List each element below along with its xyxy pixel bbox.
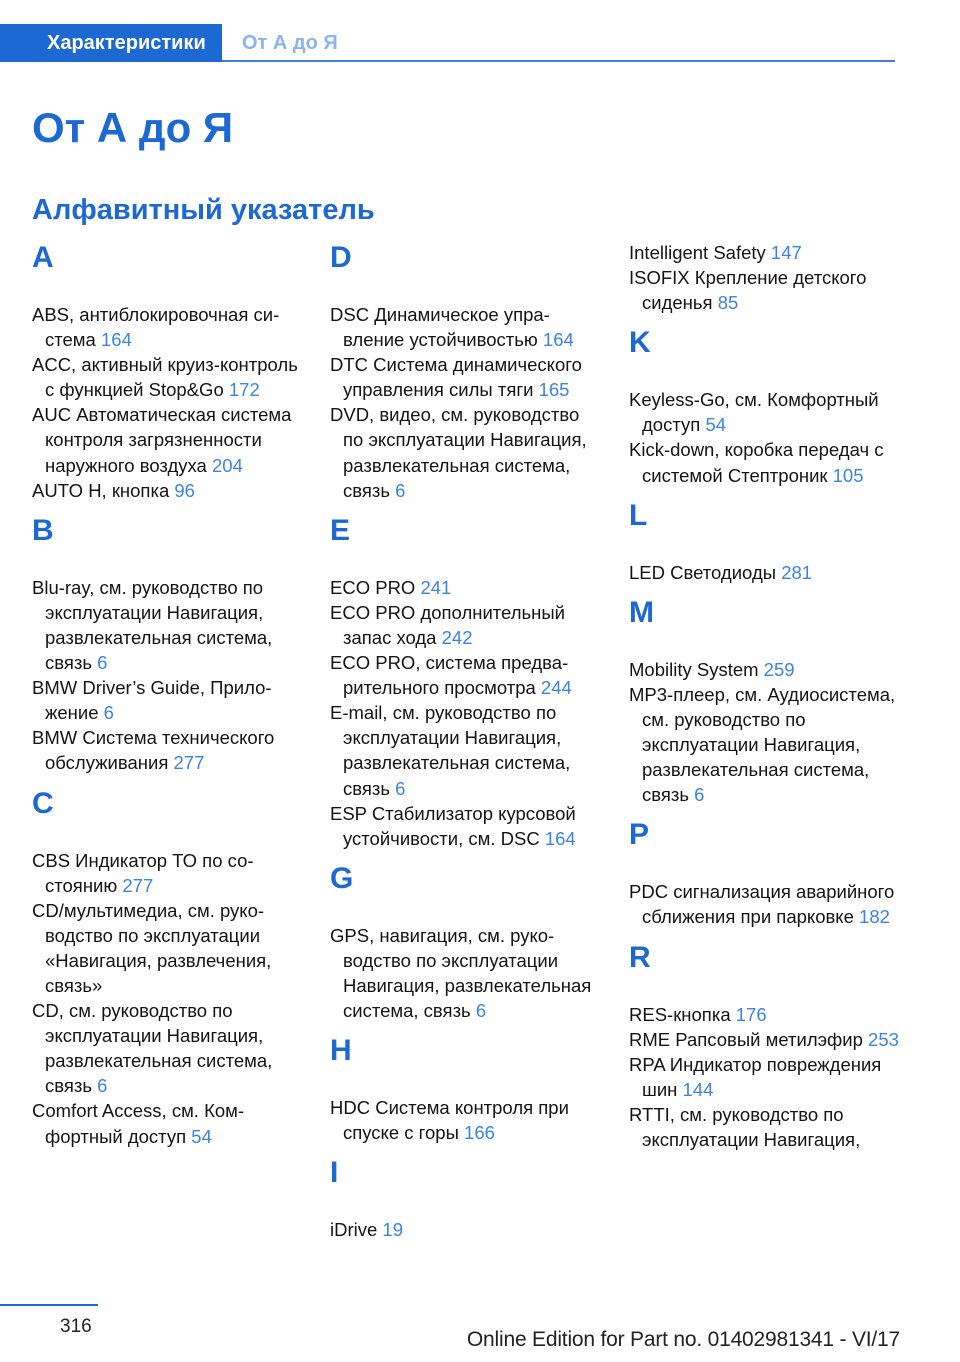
page-link[interactable]: 166 — [464, 1122, 495, 1144]
page-link[interactable]: 253 — [868, 1028, 899, 1050]
entry-text: ACC, активный круиз-контроль с функцией Stop&Go — [32, 354, 298, 401]
page-link[interactable]: 172 — [228, 379, 260, 401]
entry-text: DTC Система динамического управления силы тяги — [330, 354, 582, 401]
page-link[interactable]: 54 — [705, 414, 727, 436]
page-link[interactable]: 6 — [97, 652, 108, 674]
index-column-1 — [32, 230, 304, 1149]
entry-text: Intelligent Safety — [629, 242, 766, 263]
page-link[interactable]: 182 — [859, 906, 890, 928]
entry-text: CD, см. руководство по эксплуатации Навигация, развлекательная система, связь — [32, 1000, 273, 1097]
page-link[interactable]: 6 — [694, 784, 705, 806]
entry-text: Kick-down, коробка передач с системой Стептроник — [629, 439, 884, 486]
page-link[interactable]: 19 — [382, 1219, 403, 1241]
index-entry — [629, 265, 904, 315]
header-divider — [222, 60, 895, 62]
index-entry — [32, 352, 304, 402]
footer-divider — [0, 1304, 98, 1306]
entry-text: ECO PRO дополнительный запас хода — [330, 601, 566, 648]
index-entry — [629, 387, 904, 437]
entry-text: ISOFIX Крепление детского сиденья — [629, 267, 867, 314]
index-entry — [32, 478, 304, 503]
index-letter: R — [629, 940, 651, 974]
page-title: От А до Я — [32, 104, 234, 151]
index-entry — [330, 1095, 602, 1145]
index-letter: L — [629, 498, 648, 532]
index-entry — [330, 402, 602, 502]
index-letter: G — [330, 861, 354, 895]
entry-text: Mobility System — [629, 658, 759, 680]
index-letter: H — [330, 1034, 352, 1068]
page-link[interactable]: 6 — [475, 1000, 487, 1022]
page-link[interactable]: 176 — [735, 1003, 767, 1025]
index-entry — [629, 1102, 904, 1152]
page-link[interactable]: 6 — [395, 777, 406, 799]
entry-text: ECO PRO, система предварительного просмотра — [330, 652, 569, 699]
page-link[interactable]: 164 — [542, 329, 574, 351]
page-link[interactable]: 241 — [420, 576, 452, 598]
entry-text: HDC Система контроля при спуске с горы — [330, 1097, 569, 1144]
index-entry — [32, 898, 304, 998]
edition-note: Online Edition for Part no. 01402981341 - VI/17 — [466, 1328, 900, 1351]
page-link[interactable]: 281 — [781, 561, 813, 583]
index-entry — [32, 575, 304, 675]
index-entry — [330, 923, 602, 1023]
page-link[interactable]: 85 — [717, 292, 739, 314]
index-entry — [629, 437, 904, 487]
index-entry — [629, 240, 904, 265]
index-entry — [330, 302, 602, 352]
index-letter: C — [32, 786, 54, 820]
entry-text: PDC сигнализация аварийного сближения при парковке — [629, 881, 895, 928]
index-entry — [330, 600, 602, 650]
index-letter: B — [32, 513, 54, 547]
index-entry — [330, 650, 602, 700]
entry-text: Blu-ray, см. руководство по эксплуатации Навигация, развлекательная система, связь — [32, 576, 273, 674]
index-entry — [330, 801, 602, 851]
page-link[interactable]: 6 — [103, 702, 114, 724]
tab-characteristics[interactable]: Характеристики — [0, 24, 222, 62]
index-letter: D — [330, 241, 352, 274]
entry-text: CBS Индикатор ТО по состоянию — [32, 849, 254, 896]
index-entry — [32, 402, 304, 477]
index-entry — [32, 998, 304, 1098]
index-column-3 — [629, 230, 904, 1152]
entry-text: RTTI, см. руководство по эксплуатации Навигация, — [629, 1103, 861, 1150]
entry-text: DVD, видео, см. руководство по эксплуатации Навигация, развлекательная система, связь — [330, 404, 587, 501]
index-entry — [32, 848, 304, 898]
page-link[interactable]: 147 — [770, 242, 802, 263]
page-link[interactable]: 144 — [682, 1078, 714, 1100]
index-entry — [629, 682, 904, 807]
index-entry — [629, 1052, 904, 1102]
entry-text: Comfort Access, см. Комфортный доступ — [32, 1100, 245, 1147]
page-link[interactable]: 165 — [538, 379, 570, 401]
index-entry — [629, 657, 904, 682]
page-link[interactable]: 164 — [544, 827, 576, 849]
entry-text: E-mail, см. руководство по эксплуатации Навигация, развлекательная система, связь — [330, 702, 571, 799]
index-letter: K — [629, 326, 651, 360]
page-link[interactable]: 6 — [97, 1075, 108, 1097]
page-link[interactable]: 96 — [174, 479, 195, 501]
entry-text: ECO PRO — [330, 576, 416, 598]
entry-text: BMW Система технического обслуживания — [32, 727, 275, 774]
index-entry — [330, 352, 602, 402]
page-link[interactable]: 277 — [173, 752, 205, 774]
entry-text: RES-кнопка — [629, 1003, 731, 1025]
index-entry — [330, 1217, 602, 1242]
index-entry — [629, 879, 904, 929]
entry-text: GPS, навигация, см. руководство по эксплуатации Навигация, развлекательная система, связь — [330, 924, 592, 1022]
page-link[interactable]: 259 — [763, 658, 795, 680]
entry-text: RME Рапсовый метилэфир — [629, 1028, 863, 1050]
entry-text: AUTO H, кнопка — [32, 479, 170, 501]
page-link[interactable]: 204 — [212, 454, 243, 476]
index-entry — [330, 700, 602, 800]
entry-text: CD/мультимедиа, см. руководство по эксплуатации «Навигация, развлечения, связь» — [32, 899, 272, 996]
page-link[interactable]: 164 — [100, 329, 132, 351]
index-letter: P — [629, 818, 650, 852]
entry-text: DSC Динамическое управление устойчивостью — [330, 304, 550, 351]
index-column-2 — [330, 230, 602, 1242]
top-navigation-bar — [0, 24, 895, 62]
index-letter: M — [629, 595, 654, 629]
index-entry — [629, 1027, 904, 1052]
entry-text: MP3-плеер, см. Аудиосистема, см. руководство по эксплуатации Навигация, развлекательная система, связь — [629, 683, 896, 806]
index-letter: E — [330, 513, 351, 547]
index-entry — [32, 302, 304, 352]
page-link[interactable]: 244 — [540, 677, 572, 699]
entry-text: iDrive — [330, 1219, 378, 1241]
entry-text: ABS, антиблокировочная система — [32, 304, 280, 351]
index-entry — [629, 1002, 904, 1027]
page-link[interactable]: 105 — [832, 464, 864, 486]
entry-text: Keyless-Go, см. Комфортный доступ — [629, 389, 879, 436]
entry-text: BMW Driver’s Guide, Приложение — [32, 677, 272, 724]
index-entry — [629, 560, 904, 585]
index-entry — [330, 575, 602, 600]
index-letter: I — [330, 1156, 339, 1190]
index-entry — [32, 675, 304, 725]
entry-text: AUC Автоматическая система контроля загрязненности наружного воздуха — [32, 404, 292, 476]
page-link[interactable]: 242 — [441, 626, 473, 648]
page-link[interactable]: 6 — [395, 479, 406, 501]
index-entry — [32, 1098, 304, 1148]
section-title: Алфавитный указатель — [32, 194, 375, 226]
page-link[interactable]: 54 — [191, 1125, 212, 1147]
entry-text: LED Светодиоды — [629, 561, 777, 583]
entry-text: RPA Индикатор повреждения шин — [629, 1053, 882, 1100]
index-letter: A — [32, 241, 54, 274]
page-number: 316 — [60, 1316, 92, 1337]
index-entry — [32, 725, 304, 775]
entry-text: ESP Стабилизатор курсовой устойчивости, см. DSC — [330, 802, 576, 849]
tab-a-to-z[interactable]: От А до Я — [242, 32, 338, 54]
page-link[interactable]: 277 — [122, 874, 154, 896]
